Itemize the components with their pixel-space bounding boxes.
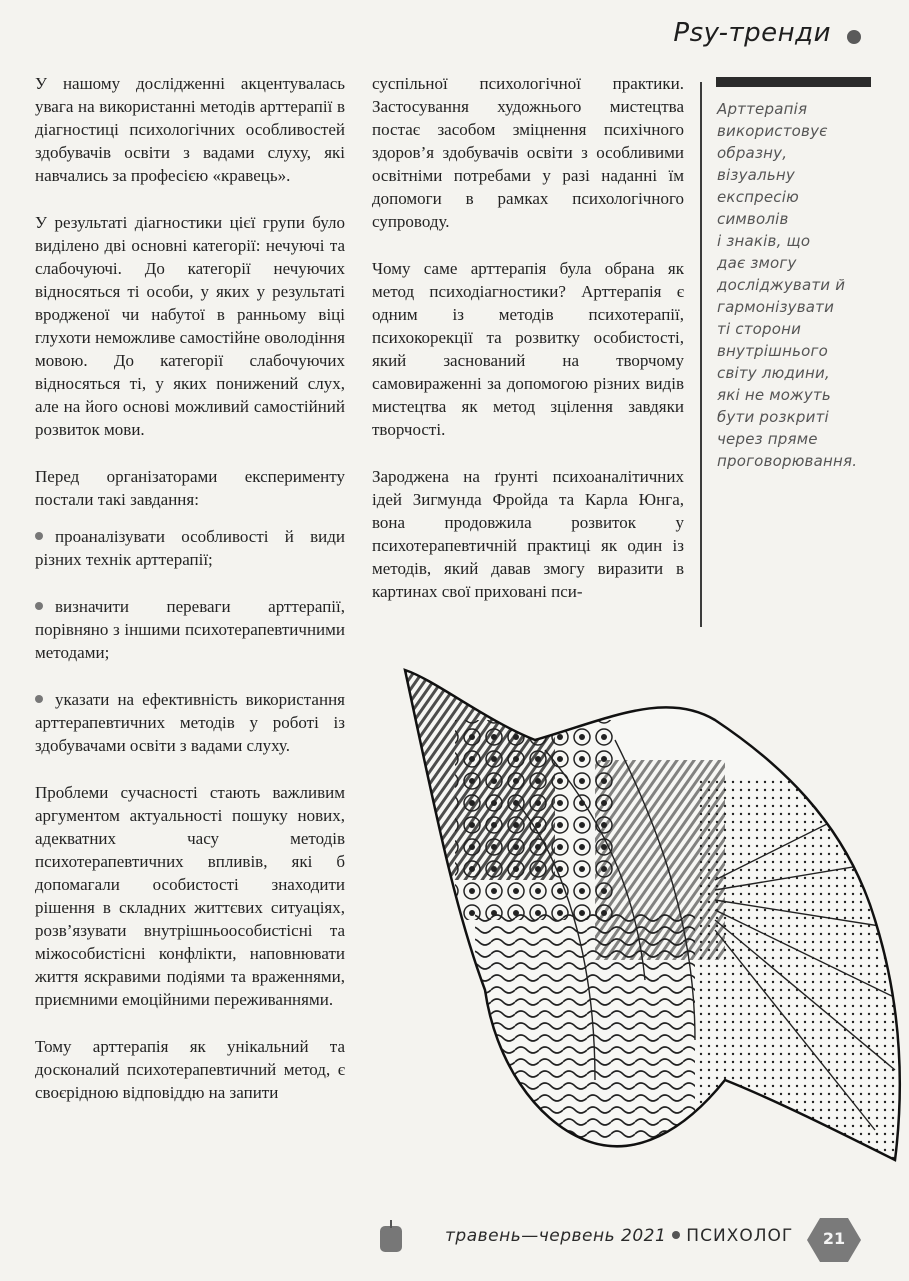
bullet-icon [35, 695, 43, 703]
page-number: 21 [822, 1229, 846, 1248]
paragraph: Тому арттерапія як унікальний та досконалий психотерапевтичний метод, є своєрідною відповіддю на запити [35, 1037, 345, 1102]
sidebar-quote [717, 98, 877, 472]
list-item [35, 688, 345, 757]
footer-issue [445, 1226, 793, 1246]
paragraph: суспільної психологічної практики. Застосування художнього мистецтва постає засобом зміцнення психічного здоров’я здобувачів освіти з особливими освітніми потребами у разі наданні їм допомоги в рамках психологічного супроводу. [372, 74, 684, 231]
sidebar-top-bar [716, 77, 871, 87]
list-item [35, 525, 345, 571]
list-item-text: визначити переваги арттерапії, порівняно з іншими психотерапевтичними методами; [35, 597, 345, 662]
sidebar-line: які не можуть [717, 386, 831, 404]
footer-date: травень—червень 2021 [445, 1226, 667, 1246]
bullet-icon [35, 532, 43, 540]
footer-separator-icon [672, 1231, 680, 1239]
paragraph: Чому саме арттерапія була обрана як метод психодіагностики? Арттерапія є одним із методів психотерапії, психокорекції та розвитку особистості, який заснований на творчому самовираженні за допомогою різних видів мистецтва як метод зцілення завдяки творчості. [372, 259, 684, 439]
list-item-text: указати на ефективність використання арттерапевтичних методів у роботі із здобувачами освіти з вадами слуху. [35, 690, 345, 755]
sidebar-line: ті сторони [717, 320, 802, 338]
sidebar-line: символів [717, 210, 789, 228]
list-item-text: проаналізувати особливості й види різних технік арттерапії; [35, 527, 345, 569]
sidebar-line: світу людини, [717, 364, 830, 382]
sidebar-line: проговорювання. [717, 452, 858, 470]
sidebar-line: і знаків, що [717, 232, 811, 250]
middle-column [372, 72, 684, 627]
section-title-dot-icon [847, 30, 861, 44]
paragraph: Проблеми сучасності стають важливим аргументом актуальності пошуку нових, адекватних часу методів психотерапевтичних впливів, які б допомагали особистості знаходити рішення в складних життєвих ситуаціях, розв’язувати внутрішньоособистісні та міжособистісні конфлікти, наповнювати життя яскравими подіями та враженнями, приємними емоційними переживаннями. [35, 783, 345, 1009]
paragraph: Перед організаторами експерименту постали такі завдання: [35, 467, 345, 509]
sidebar-line: гармонізувати [717, 298, 835, 316]
section-title: Psy-тренди [673, 18, 831, 48]
sidebar-line: експресію [717, 188, 799, 206]
paragraph: У результаті діагностики цієї групи було виділено дві основні категорії: нечуючі та слабочуючі. До категорії нечуючих відносяться ті особи, у яких у результаті вродженої чи набутої в ранньому віці глухоти неможливе самостійне оволодіння мовою. До категорії слабочуючих відносяться ті, у яких понижений слух, але на його основі можливий самостійний розвиток мови. [35, 213, 345, 439]
sidebar-line: Арттерапія [717, 100, 808, 118]
apple-book-icon [380, 1226, 402, 1252]
sidebar-line: образну, [717, 144, 788, 162]
bullet-icon [35, 602, 43, 610]
paragraph: У нашому дослідженні акцентувалась увага на використанні методів арттерапії в діагностиці психологічних особливостей здобувачів освіти з вадами слуху, які навчались за професією «кравець». [35, 74, 345, 185]
sidebar-line: дає змогу [717, 254, 797, 272]
sidebar-line: візуальну [717, 166, 795, 184]
sidebar-line: досліджувати й [717, 276, 846, 294]
left-column [35, 72, 345, 1128]
seashell-illustration [395, 660, 909, 1200]
sidebar-line: внутрішнього [717, 342, 828, 360]
sidebar-line: бути розкриті [717, 408, 829, 426]
paragraph: Зароджена на ґрунті психоаналітичних ідей Зигмунда Фройда та Карла Юнга, вона продовжила розвиток у психотерапевтичній практиці як один із методів, який давав змогу виразити в картинах свої приховані пси- [372, 467, 684, 601]
sidebar-line: через пряме [717, 430, 818, 448]
list-item [35, 595, 345, 664]
sidebar-line: використовує [717, 122, 828, 140]
footer-magazine: ПСИХОЛОГ [686, 1226, 794, 1246]
sidebar-divider [700, 82, 702, 627]
